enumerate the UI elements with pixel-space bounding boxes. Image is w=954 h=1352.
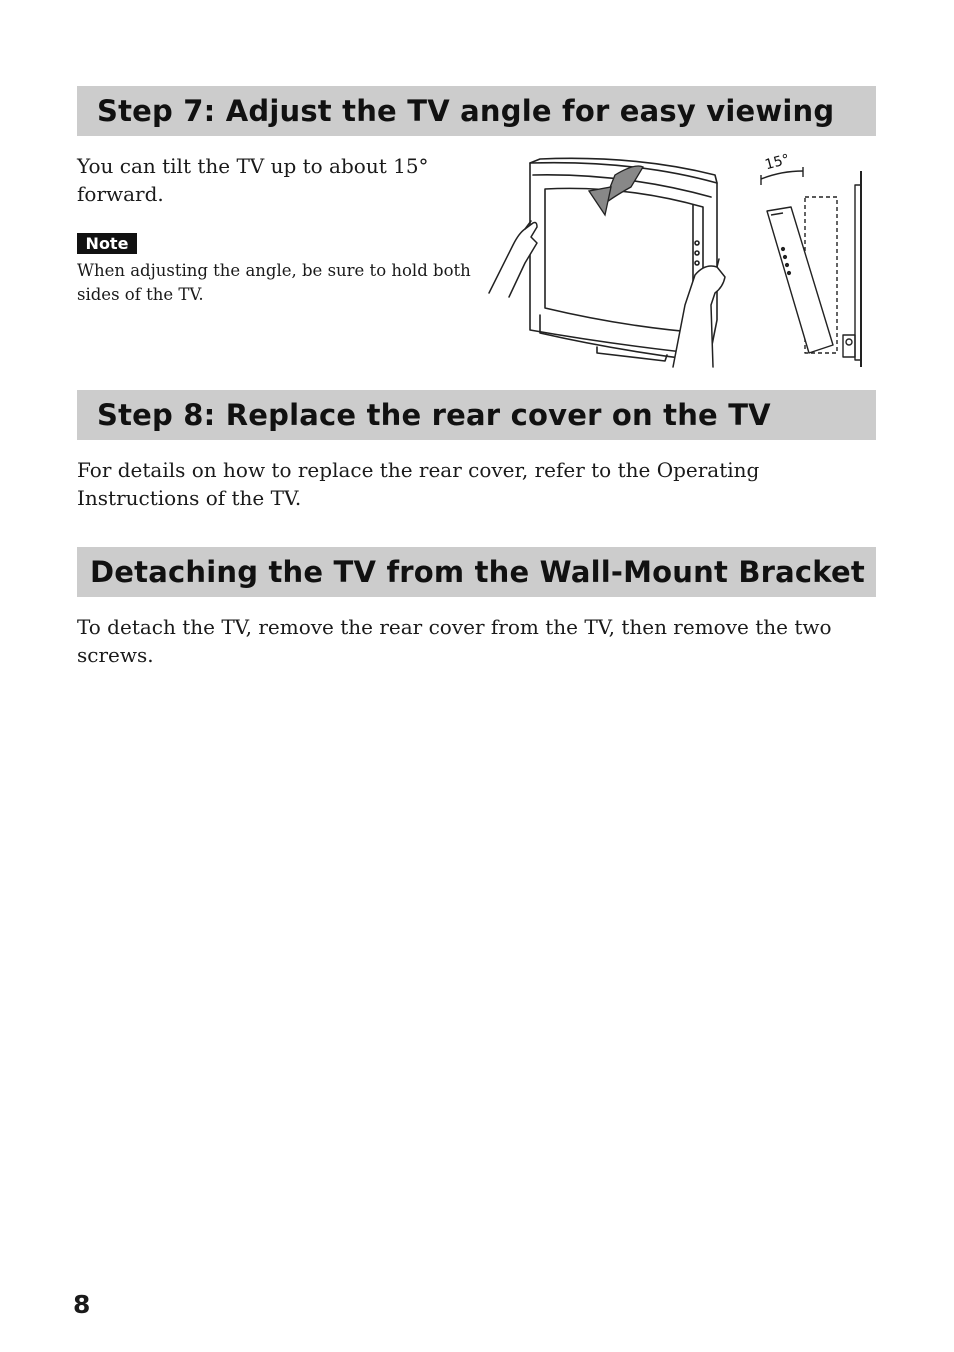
angle-label: 15°	[763, 151, 792, 174]
step7-header	[77, 86, 876, 136]
detaching-title: Detaching the TV from the Wall-Mount Bracket	[90, 555, 865, 589]
tv-tilt-illustration	[485, 145, 875, 373]
detaching-header	[77, 547, 876, 597]
step8-title: Step 8: Replace the rear cover on the TV	[97, 398, 771, 432]
step8-body: For details on how to replace the rear cover, refer to the Operating Instructions of the TV.	[77, 458, 760, 510]
page-number: 8	[73, 1290, 91, 1319]
note-text: When adjusting the angle, be sure to hold both sides of the TV.	[77, 261, 471, 304]
step8-header	[77, 390, 876, 440]
step7-body: You can tilt the TV up to about 15° forward.	[77, 154, 429, 206]
detaching-body: To detach the TV, remove the rear cover from the TV, then remove the two screws.	[77, 615, 832, 667]
step7-title: Step 7: Adjust the TV angle for easy viewing	[97, 94, 835, 128]
note-label: Note	[77, 233, 137, 254]
tilt-arrow-icon	[589, 166, 643, 215]
